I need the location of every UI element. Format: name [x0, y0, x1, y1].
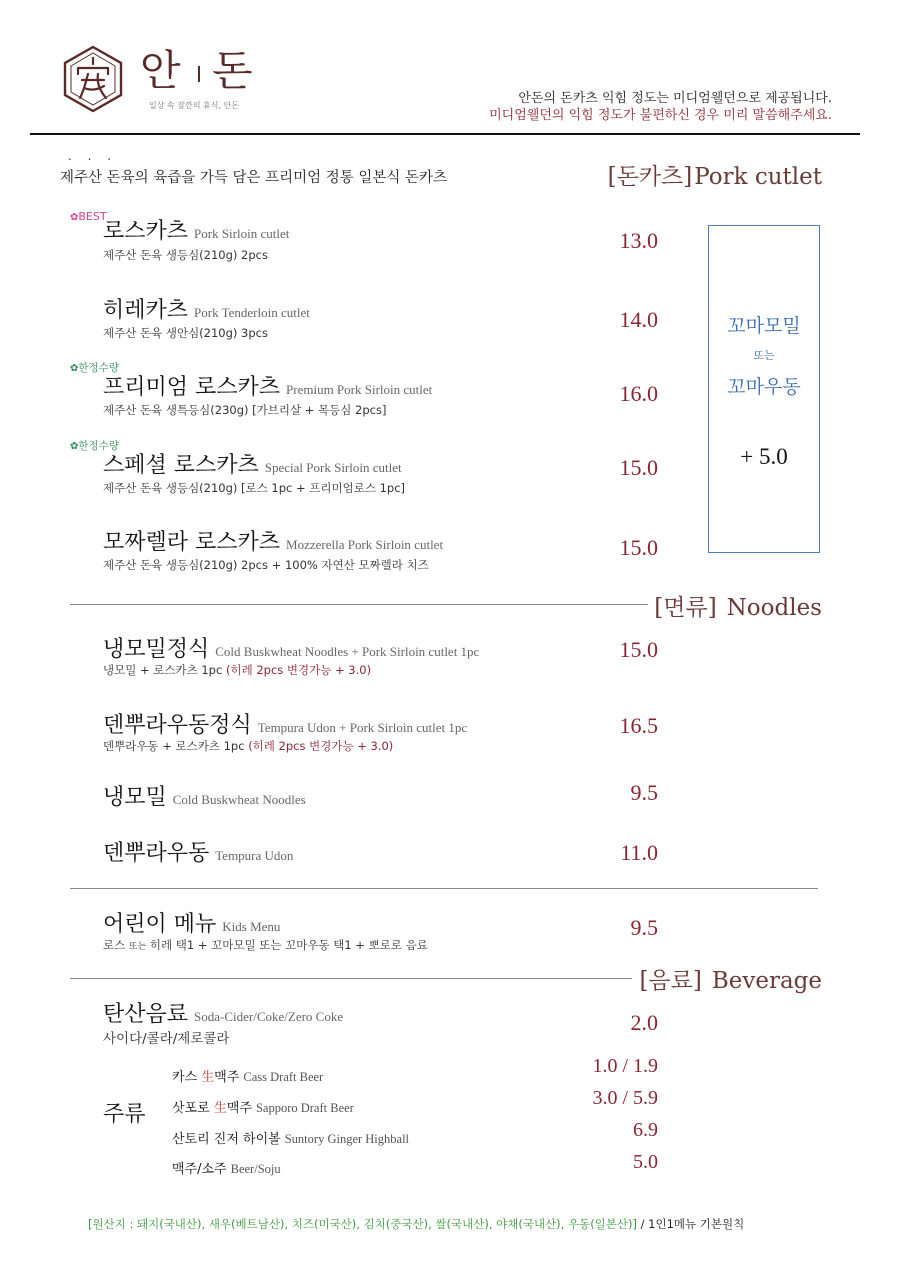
section-title-cutlet — [608, 158, 822, 191]
noodles-rule — [70, 604, 648, 605]
menu-item-tempura-udon-set — [103, 708, 467, 739]
menu-item-premium-roskatsu — [103, 370, 432, 401]
menu-item-mozzarella-roskatsu — [103, 525, 443, 556]
drink-english: Cass Draft Beer — [243, 1070, 324, 1084]
section-title-noodles — [654, 589, 822, 622]
menu-item-cold-soba — [103, 780, 306, 811]
side-option-line3: 꼬마우동 — [727, 376, 801, 398]
side-option-price: + 5.0 — [740, 444, 788, 469]
logo-divider — [198, 66, 200, 82]
item-english: Soda-Cider/Coke/Zero Coke — [194, 1009, 344, 1024]
badge-label: BEST — [78, 210, 107, 223]
drink-cass — [172, 1066, 323, 1085]
menu-item-soda — [103, 997, 343, 1028]
item-price: 15.0 — [619, 637, 658, 662]
menu-item-cold-soba-set — [103, 632, 479, 663]
one-menu-rule: / 1인1메뉴 기본원칙 — [640, 1217, 745, 1231]
side-option-box — [708, 225, 820, 553]
item-desc: 제주산 돈육 생등심(210g) [로스 1pc + 프리미엄로스 1pc] — [103, 481, 406, 495]
item-english: Tempura Udon — [215, 848, 294, 863]
alcohol-title: 주류 — [103, 1102, 146, 1127]
drink-name: 산토리 진저 하이볼 — [172, 1132, 281, 1147]
badge-label: 한정수량 — [78, 362, 119, 374]
item-price: 13.0 — [619, 228, 658, 253]
item-desc: 제주산 돈육 생등심(210g) 2pcs — [103, 248, 268, 262]
drink-highball — [172, 1128, 409, 1147]
header-rule — [30, 133, 860, 135]
item-english: Cold Buskwheat Noodles + Pork Sirloin cutlet 1pc — [215, 644, 480, 659]
drink-beer-soju — [172, 1158, 281, 1177]
item-desc-main: 냉모밀 + 로스카츠 1pc — [103, 663, 223, 677]
menu-item-roskatsu — [103, 214, 289, 245]
intro-dots: . . . — [68, 149, 118, 163]
logo-subtitle: 일상 속 잠깐의 휴식, 안돈 — [149, 101, 239, 110]
section-title-beverage — [639, 962, 822, 995]
item-english: Premium Pork Sirloin cutlet — [286, 382, 433, 397]
drink-price: 3.0 / 5.9 — [592, 1087, 658, 1109]
badge-best — [70, 205, 107, 224]
section-cutlet-kr: [돈카츠] — [607, 164, 693, 190]
drink-name: 삿포로 生맥주 — [172, 1101, 252, 1116]
logo — [58, 44, 128, 114]
item-name: 덴뿌라우동정식 — [103, 713, 252, 738]
menu-item-tempura-udon — [103, 836, 293, 867]
kids-desc-b: 히레 택1 + 꼬마모밀 또는 꼬마우동 택1 + 뽀로로 음료 — [149, 938, 428, 952]
menu-item-hirekatsu — [103, 293, 310, 324]
item-price: 9.5 — [630, 780, 658, 805]
side-option-line2: 또는 — [753, 349, 775, 362]
star-icon: ✿ — [70, 212, 79, 223]
item-desc: 제주산 돈육 생특등심(230g) [가브리살 + 목등심 2pcs] — [103, 403, 387, 417]
item-english: Cold Buskwheat Noodles — [172, 792, 306, 807]
item-english: Tempura Udon + Pork Sirloin cutlet 1pc — [257, 720, 468, 735]
cutlet-intro: 제주산 돈육의 육즙을 가득 담은 프리미엄 정통 일본식 돈카츠 — [60, 170, 448, 186]
item-price: 15.0 — [619, 455, 658, 480]
item-desc — [103, 937, 428, 953]
item-desc — [103, 662, 371, 678]
item-price: 16.5 — [619, 713, 658, 738]
beverage-rule — [70, 978, 632, 979]
drink-sapporo — [172, 1097, 354, 1116]
item-english: Mozzerella Pork Sirloin cutlet — [286, 537, 444, 552]
item-desc — [103, 738, 393, 754]
item-name: 모짜렐라 로스카츠 — [103, 530, 281, 555]
menu-item-special-roskatsu — [103, 448, 402, 479]
item-price: 15.0 — [619, 535, 658, 560]
item-price: 2.0 — [630, 1010, 658, 1035]
item-english: Kids Menu — [222, 919, 281, 934]
drink-english: Sapporo Draft Beer — [255, 1101, 354, 1115]
section-noodles-kr: [면류] — [654, 595, 717, 621]
item-desc-main: 덴뿌라우동 + 로스카츠 1pc — [103, 739, 245, 753]
item-english: Pork Sirloin cutlet — [194, 226, 290, 241]
drink-price: 5.0 — [633, 1151, 658, 1173]
footer-origin — [88, 1216, 744, 1232]
drink-english: Suntory Ginger Highball — [284, 1132, 410, 1146]
item-english: Pork Tenderloin cutlet — [194, 305, 310, 320]
kids-desc-small: 또는 — [128, 942, 147, 952]
item-name: 히레카츠 — [103, 298, 189, 323]
section-beverage-en: Beverage — [711, 968, 822, 994]
kids-rule — [70, 888, 818, 889]
section-noodles-en: Noodles — [726, 595, 822, 621]
item-name: 탄산음료 — [103, 1002, 189, 1027]
item-desc-note: (히레 2pcs 변경가능 + 3.0) — [225, 663, 372, 677]
notice-line-2: 미디엄웰던의 익힘 정도가 불편하신 경우 미리 말씀해주세요. — [489, 108, 832, 123]
item-name: 로스카츠 — [103, 219, 189, 244]
item-price: 14.0 — [619, 307, 658, 332]
item-price: 16.0 — [619, 381, 658, 406]
item-name: 스페셜 로스카츠 — [103, 453, 259, 478]
item-name: 프리미엄 로스카츠 — [103, 375, 281, 400]
item-price: 9.5 — [630, 915, 658, 940]
logo-name-2: 돈 — [212, 46, 253, 95]
item-name: 냉모밀 — [103, 785, 167, 810]
drink-name: 카스 生맥주 — [172, 1070, 240, 1085]
side-option-line1: 꼬마모밀 — [727, 315, 801, 337]
drink-price: 1.0 / 1.9 — [592, 1055, 658, 1077]
origin-text: [원산지 : 돼지(국내산), 새우(베트남산), 치즈(미국산), 김치(중국산), 쌀(국내산), 야채(국내산), 우동(일본산)] — [88, 1217, 637, 1231]
item-price: 11.0 — [620, 840, 658, 865]
item-name: 냉모밀정식 — [103, 637, 210, 662]
drink-english: Beer/Soju — [230, 1162, 281, 1176]
kids-desc-a: 로스 — [103, 938, 126, 952]
drink-price: 6.9 — [633, 1119, 658, 1141]
drink-name: 맥주/소주 — [172, 1162, 227, 1177]
hexagon-logo-icon — [58, 44, 128, 114]
item-desc: 사이다/콜라/제로콜라 — [103, 1031, 230, 1047]
item-name: 어린이 메뉴 — [103, 912, 217, 937]
notice-line-1: 안돈의 돈카츠 익힘 정도는 미디엄웰던으로 제공됩니다. — [518, 91, 832, 106]
section-beverage-kr: [음료] — [639, 968, 702, 994]
logo-name-1: 안 — [140, 46, 181, 95]
star-icon: ✿ — [70, 441, 79, 452]
badge-label: 한정수량 — [78, 440, 119, 452]
star-icon: ✿ — [70, 363, 79, 374]
item-english: Special Pork Sirloin cutlet — [264, 460, 402, 475]
section-cutlet-en: Pork cutlet — [694, 164, 822, 190]
item-desc-note: (히레 2pcs 변경가능 + 3.0) — [248, 739, 394, 753]
item-name: 덴뿌라우동 — [103, 841, 210, 866]
item-desc: 제주산 돈육 생안심(210g) 3pcs — [103, 326, 268, 340]
menu-item-kids — [103, 907, 280, 938]
item-desc: 제주산 돈육 생등심(210g) 2pcs + 100% 자연산 모짜렐라 치즈 — [103, 558, 429, 572]
